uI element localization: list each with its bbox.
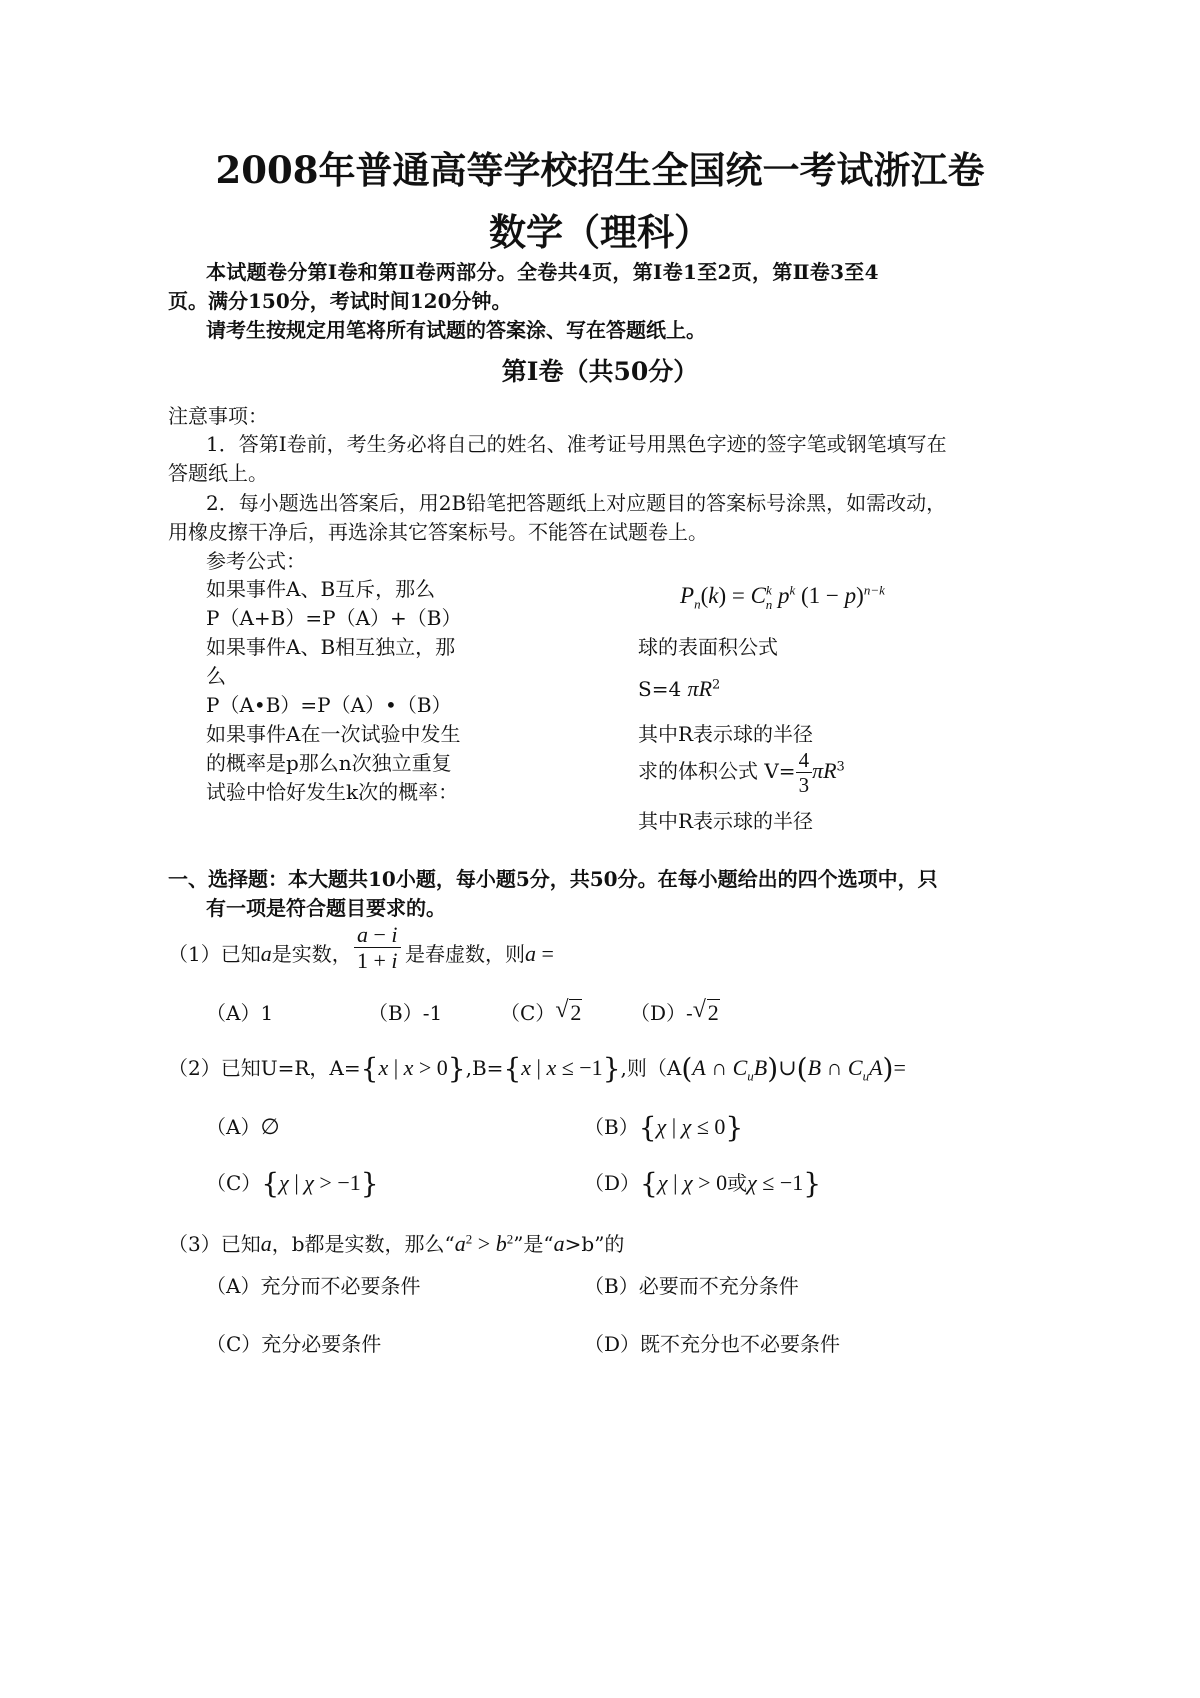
formula-left-line: 么 xyxy=(206,664,226,688)
question-3-option-a: （A）充分而不必要条件 xyxy=(206,1274,421,1298)
sphere-area-formula: S=4 $\pi R^2$ xyxy=(638,676,721,701)
question-text: 是春虚数，则 xyxy=(405,942,525,966)
question-text: 是实数， xyxy=(271,942,352,966)
binomial-probability-formula: $P_n(k) = C^k_n$ $p^k$ $(1 - p)^{n-k}$ xyxy=(680,582,885,612)
note-1-line-1: 1．答第Ⅰ卷前，考生务必将自己的姓名、准考证号用黑色字迹的签字笔或钢笔填写在 xyxy=(206,432,947,456)
note-1-line-2: 答题纸上。 xyxy=(168,461,268,485)
question-text: ”是“ xyxy=(513,1232,554,1256)
question-1-stem-end: 是春虚数，则a = xyxy=(405,941,554,966)
question-2-option-b: （B）{χ | χ ≤ 0} xyxy=(584,1111,744,1144)
question-2-option-c: （C）{χ | χ > −1} xyxy=(206,1167,379,1200)
question-text: ，b都是实数，那么“ xyxy=(271,1232,455,1256)
formula-left-line: 如果事件A、B相互独立，那 xyxy=(206,635,456,659)
note-2-line-2: 用橡皮擦干净后，再选涂其它答案标号。不能答在试题卷上。 xyxy=(168,520,708,544)
option-label: （D）- xyxy=(630,1001,693,1025)
formula-left-line: 的概率是p那么n次独立重复 xyxy=(206,751,452,775)
formula-left-line: P（A•B）=P（A）•（B） xyxy=(206,693,452,717)
formula-left-line: P（A+B）=P（A）+（B） xyxy=(206,606,462,630)
note-2-line-1: 2．每小题选出答案后，用2B铅笔把答题纸上对应题目的答案标号涂黑，如需改动， xyxy=(206,491,947,515)
formula-left-line: 试验中恰好发生k次的概率： xyxy=(206,780,459,804)
question-2-option-a: （A）∅ xyxy=(206,1114,280,1139)
question-1-option-b: （B）-1 xyxy=(368,1001,443,1025)
notes-label: 注意事项： xyxy=(168,404,268,428)
question-1-stem: （1）已知a是实数， xyxy=(168,941,352,966)
question-3-option-d: （D）既不充分也不必要条件 xyxy=(584,1332,841,1356)
fraction-a-minus-i-over-1-plus-i: $\frac{a - i}{1 + i}$ xyxy=(354,922,401,974)
option-label: （C） xyxy=(500,1001,556,1025)
option-label: （B） xyxy=(584,1115,639,1139)
sphere-area-label: 球的表面积公式 xyxy=(638,635,778,659)
formula-left-line: 如果事件A、B互斥，那么 xyxy=(206,577,436,601)
intro-line-2: 页。满分150分，考试时间120分钟。 xyxy=(168,289,512,313)
sphere-area-prefix: S=4 xyxy=(638,677,682,701)
question-3-option-c: （C）充分必要条件 xyxy=(206,1332,382,1356)
question-3-option-b: （B）必要而不充分条件 xyxy=(584,1274,799,1298)
question-3-stem: （3）已知a，b都是实数，那么“$a^2 > b^2$”是“a>b”的 xyxy=(168,1231,625,1256)
question-1-option-d: （D）-√ 2 xyxy=(630,997,720,1026)
question-text: ,则（A xyxy=(620,1056,682,1080)
option-label: （A） xyxy=(206,1115,261,1139)
question-text: 已知 xyxy=(220,1232,261,1256)
radius-note-2: 其中R表示球的半径 xyxy=(638,809,814,833)
question-text: 已知 xyxy=(220,942,261,966)
part1-heading-line-2: 有一项是符合题目要求的。 xyxy=(206,896,446,920)
question-text: 已知U=R，A= xyxy=(220,1056,361,1080)
four-thirds-fraction: $\frac{4}{3}$ xyxy=(796,748,813,797)
or-text: 或 xyxy=(727,1171,748,1195)
option-label: （C） xyxy=(206,1171,262,1195)
section-heading: 第Ⅰ卷（共50分） xyxy=(501,357,699,386)
question-2-stem: （2）已知U=R，A={x | x > 0},B={x | x ≤ −1},则（A(A ∩ $C_uB)\cup(B$ ∩ $C_uA)=$ xyxy=(168,1052,906,1085)
question-1-option-a: （A）1 xyxy=(206,1001,274,1025)
radius-note-1: 其中R表示球的半径 xyxy=(638,722,814,746)
question-number: （1） xyxy=(168,942,221,966)
exam-subtitle: 数学（理科） xyxy=(489,210,711,254)
question-number: （2） xyxy=(168,1056,221,1080)
question-1-option-c: （C）√ 2 xyxy=(500,997,582,1026)
question-text: ,B= xyxy=(465,1056,504,1080)
intro-line-1: 本试题卷分第Ⅰ卷和第Ⅱ卷两部分。全卷共4页，第Ⅰ卷1至2页，第Ⅱ卷3至4 xyxy=(206,260,879,284)
intro-line-3: 请考生按规定用笔将所有试题的答案涂、写在答题纸上。 xyxy=(206,318,706,342)
question-number: （3） xyxy=(168,1232,221,1256)
exam-title: 2008年普通高等学校招生全国统一考试浙江卷 xyxy=(215,148,985,192)
question-text: >b”的 xyxy=(564,1232,625,1256)
sphere-volume-label: 求的体积公式 V= xyxy=(638,759,796,784)
part1-heading-line-1: 一、选择题：本大题共10小题，每小题5分，共50分。在每小题给出的四个选项中，只 xyxy=(168,867,938,891)
question-2-option-d: （D）{χ | χ > 0或χ ≤ −1} xyxy=(584,1167,822,1200)
formulas-label: 参考公式： xyxy=(206,549,306,573)
option-label: （D） xyxy=(584,1171,641,1195)
formula-left-line: 如果事件A在一次试验中发生 xyxy=(206,722,461,746)
sphere-volume-formula: 求的体积公式 V= $\frac{4}{3}$ $\pi R^3$ xyxy=(638,748,845,798)
